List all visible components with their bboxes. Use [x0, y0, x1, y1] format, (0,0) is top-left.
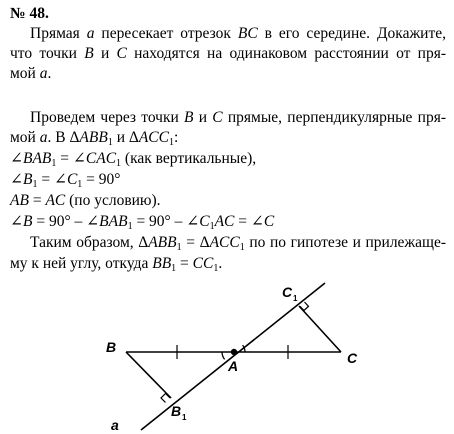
- label-B: B: [106, 339, 117, 355]
- statement-line-3: мой a.: [10, 65, 52, 82]
- label-A: A: [228, 358, 239, 374]
- point-A: [231, 349, 237, 355]
- label-line-a: a: [111, 417, 119, 433]
- solution-intro-2: мой a. В $\Delta ABB_1$ и $\Delta ACC_1$:: [10, 129, 179, 148]
- solution-intro-1: Проведем через точки B и C прямые, перпендикулярные пря-: [30, 109, 447, 126]
- solution-step-1: $\angle BAB_1$ = $\angle CAC_1$ (как вертикальные),: [10, 150, 257, 169]
- label-C1: C: [282, 284, 293, 300]
- line-a: [141, 283, 325, 430]
- statement-line-2: что точки B и C находятся на одинаковом расстоянии от пря-: [10, 45, 447, 62]
- label-B1: B: [171, 403, 182, 419]
- perpendicular-CC1: [299, 306, 341, 352]
- solution-step-3: AB = AC (по условию).: [10, 192, 161, 209]
- solution-step-2: $\angle B_1$ = $\angle C_1 = 90^\circ$: [10, 171, 121, 190]
- solution-conclusion-2: му к ней углу, откуда $BB_1 = CC_1$.: [10, 255, 223, 274]
- problem-number: № 48.: [10, 5, 49, 22]
- perpendicular-BB1: [126, 352, 171, 398]
- solution-step-4: ∠B = $90^\circ - \angle BAB_1 = 90^\circ$ – $\angle C_1AC$ = ∠C: [10, 213, 275, 232]
- statement-line-1: Прямая a пересекает отрезок BC в его середине. Докажите,: [30, 25, 446, 42]
- angle-arc-BAB1: [222, 352, 225, 359]
- label-C1-subscript: 1: [293, 294, 298, 303]
- solution-conclusion-1: Таким образом, $\Delta ABB_1 = \Delta ACC_1$ по по гипотезе и прилежаще-: [30, 234, 446, 253]
- label-C: C: [347, 350, 358, 366]
- label-B1-subscript: 1: [182, 413, 187, 422]
